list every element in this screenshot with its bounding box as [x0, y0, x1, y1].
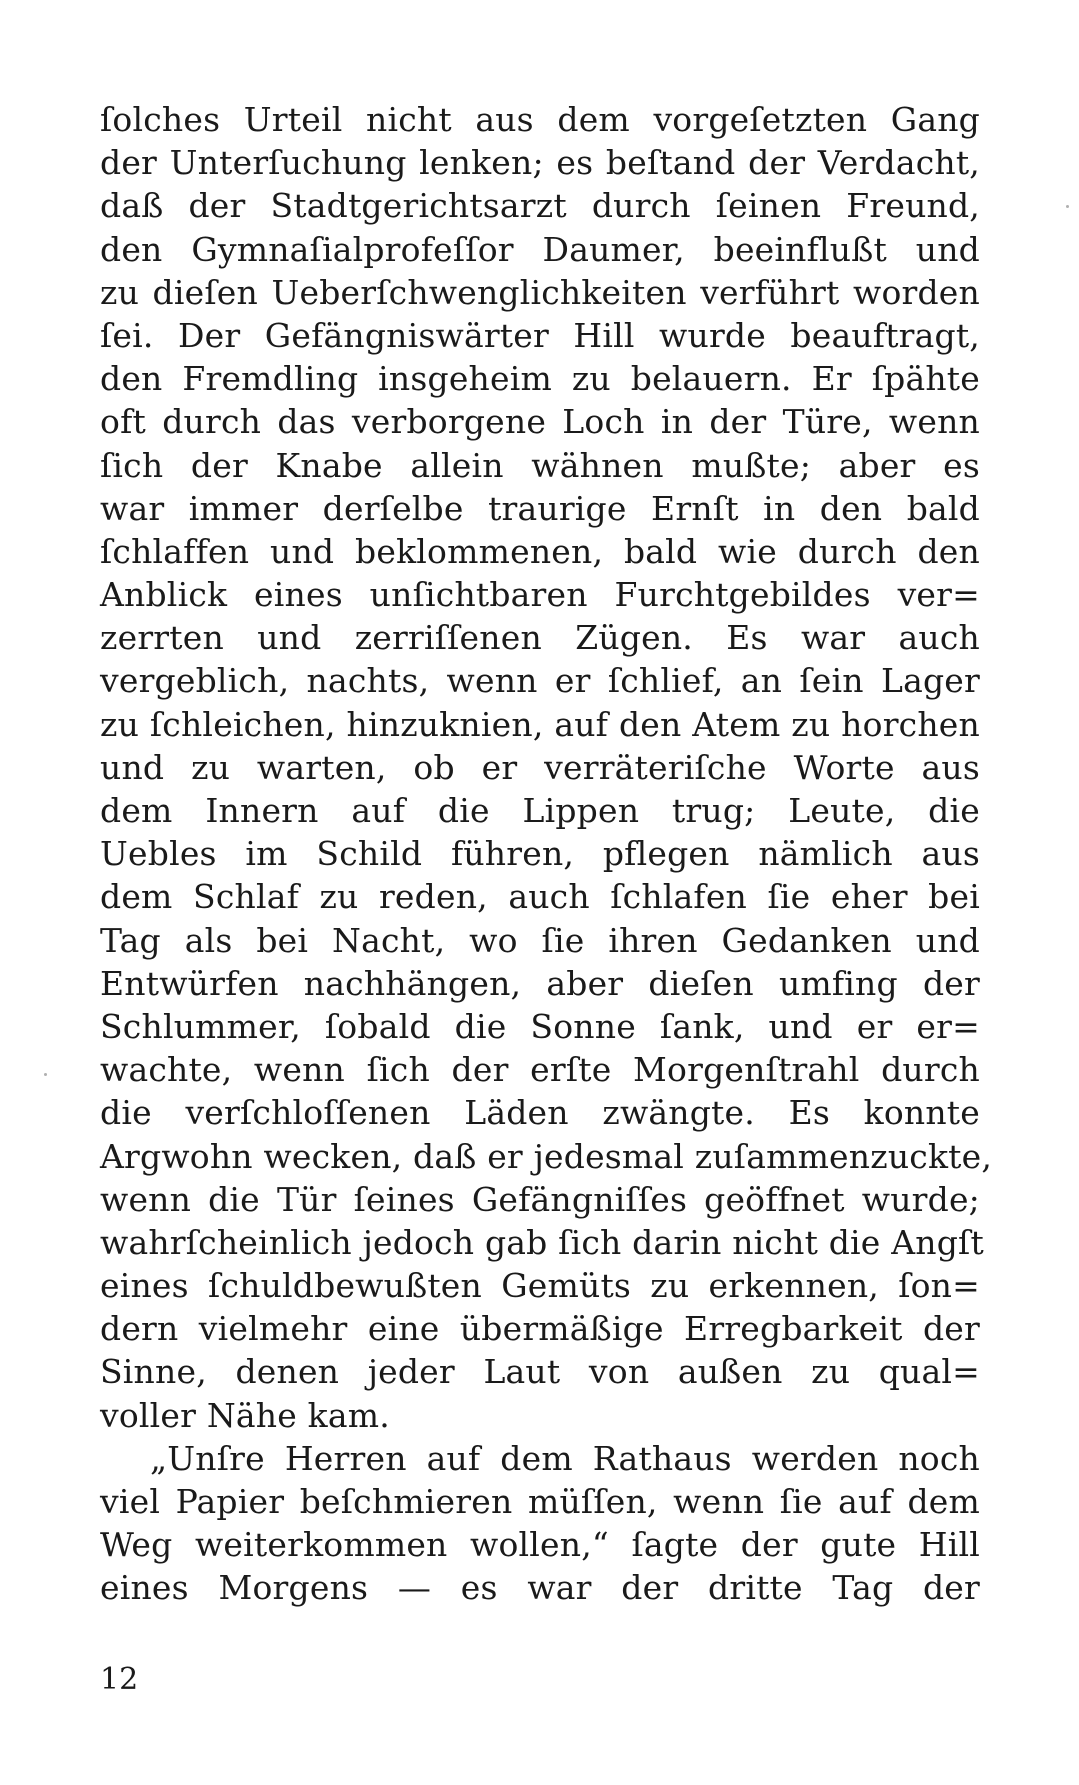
text-line: Schlummer, ſobald die Sonne ſank, und er er= [100, 1006, 980, 1046]
body-text [100, 98, 993, 1610]
text-line: ſei. Der Gefängniswärter Hill wurde beauftragt, [100, 315, 980, 355]
text-line: „Unſre Herren auf dem Rathaus werden noch [150, 1438, 980, 1478]
text-line: Tag als bei Nacht, wo ſie ihren Gedanken und [100, 920, 980, 960]
text-line: dem Innern auf die Lippen trug; Leute, die [100, 791, 980, 830]
text-line: daß der Stadtgerichtsarzt durch ſeinen Freund, [100, 186, 980, 226]
text-line: dem Schlaf zu reden, auch ſchlafen ſie eher bei [100, 877, 980, 917]
text-line: und zu warten, ob er verräteriſche Worte aus [100, 747, 980, 787]
text-line: den Fremdling insgeheim zu belauern. Er ſpähte [100, 359, 980, 399]
text-line: der Unterſuchung lenken; es beſtand der Verdacht, [100, 143, 980, 183]
text-line: Weg weiterkommen wollen,“ ſagte der gute Hill [100, 1525, 980, 1565]
text-line: wenn die Tür ſeines Gefängniſſes geöffnet wurde; [100, 1179, 980, 1219]
text-line: war immer derſelbe traurige Ernſt in den bald [100, 488, 980, 528]
text-line: Argwohn wecken, daß er jedesmal zuſammenzuckte, [100, 1136, 993, 1176]
text-line: zerrten und zerriſſenen Zügen. Es war auch [100, 618, 980, 658]
text-line: den Gymnaſialprofeſſor Daumer, beeinflußt und [100, 229, 980, 269]
text-line: eines ſchuldbewußten Gemüts zu erkennen, ſon= [100, 1266, 980, 1306]
text-line: ſolches Urteil nicht aus dem vorgeſetzten Gang [100, 100, 980, 139]
text-line: dern vielmehr eine übermäßige Erregbarkeit der [100, 1309, 980, 1349]
text-line: wahrſcheinlich jedoch gab ſich darin nicht die Angſt [100, 1222, 984, 1262]
text-line: die verſchloſſenen Läden zwängte. Es konnte [100, 1093, 980, 1133]
paper-speck [44, 1073, 47, 1076]
text-line: eines Morgens — es war der dritte Tag der [100, 1568, 980, 1608]
text-line: voller Nähe kam. [100, 1395, 390, 1435]
text-line: viel Papier beſchmieren müſſen, wenn ſie auf dem [100, 1482, 980, 1521]
text-line: ſchlaffen und beklommenen, bald wie durch den [100, 531, 980, 571]
text-line: zu dieſen Ueberſchwenglichkeiten verführt worden [100, 272, 980, 312]
text-line: wachte, wenn ſich der erſte Morgenſtrahl durch [100, 1050, 980, 1090]
text-line: ſich der Knabe allein wähnen mußte; aber es [100, 445, 980, 485]
page-number: 12 [100, 1662, 139, 1697]
text-line: Sinne, denen jeder Laut von außen zu qual= [100, 1352, 980, 1392]
text-line: zu ſchleichen, hinzuknien, auf den Atem zu horchen [100, 704, 980, 744]
text-line: oft durch das verborgene Loch in der Türe, wenn [100, 402, 980, 442]
text-line: Uebles im Schild führen, pflegen nämlich aus [100, 834, 980, 874]
text-line: Entwürfen nachhängen, aber dieſen umfing der [100, 963, 980, 1003]
text-line: vergeblich, nachts, wenn er ſchlief, an ſein Lager [100, 661, 980, 701]
paper-speck [1066, 205, 1069, 208]
text-line: Anblick eines unſichtbaren Furchtgebildes ver= [100, 575, 980, 615]
